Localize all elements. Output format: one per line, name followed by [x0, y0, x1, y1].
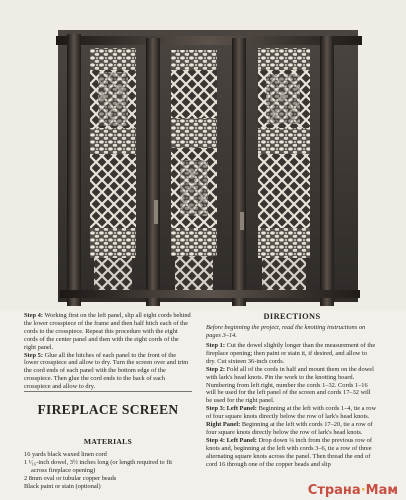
left-column-steps [24, 312, 192, 391]
macrame-panel-right [258, 48, 310, 292]
lower-crosspiece [60, 290, 360, 298]
step-label: Step 1: [206, 342, 225, 349]
watermark-text: Страна [307, 483, 361, 498]
directions-intro: Before beginning the project, read the knotting instructions on pages 3–14. [206, 324, 366, 339]
step-4-paragraph [24, 312, 192, 352]
step-text: Cut the dowel slightly longer than the measurement of the fireplace opening; then paint or stain it, if desired, and allow to dry. Cut sixteen 36-inch cords. [206, 342, 376, 365]
material-item: 1 ¹⁄₁₆-inch dowel, 3½ inches long (or length required to fit [24, 458, 172, 466]
directions-heading: DIRECTIONS [263, 312, 321, 321]
step-label: Step 4: Left Panel: [206, 436, 257, 444]
direction-step [206, 437, 378, 469]
step-label: Step 4: [24, 312, 43, 319]
materials-heading: MATERIALS [83, 437, 133, 446]
step-text: Drop down ¼ inch from the previous row of knots and, beginning at the left with cords 3–6, tie a row of three alternating square knots across the panel. Then thread the end of cord 16 through one of the copper beads and slip [206, 436, 372, 468]
material-item: Black paint or stain (optional) [24, 482, 101, 490]
frame-post [146, 38, 160, 306]
step-label: Step 2: [206, 365, 225, 373]
frame-post [320, 36, 334, 306]
step-label: Step 5: [24, 351, 43, 359]
step-text: Glue all the hitches of each panel to the front of the lower crosspiece and allow to dry. Turn the screen over and trim the cord ends of each panel with the bottom edge of the crosspiece. Then glue the cord ends to the back of each crosspiece and allow to dry. [24, 351, 189, 391]
materials-list [24, 451, 194, 491]
watermark-text: Мам [365, 483, 398, 498]
watermark-dot: · [360, 483, 366, 498]
direction-step [206, 405, 378, 437]
macrame-panel-left [90, 48, 136, 292]
step-text: Beginning at the left with cords 1–4, tie a row of four square knots directly below the row of lark's head knots. [206, 405, 377, 421]
step-text: Fold all of the cords in half and mount them on the dowel with lark's head knots. Pin the work to the knotting board. Numbering from left right, number the cords 1–32. Cords 1–16 will be used for the left panel of the screen and cords 17–32 will be used for the right panel. [206, 365, 374, 405]
step-label: Right Panel: [206, 421, 241, 429]
frame-post [232, 38, 246, 306]
directions-steps [206, 342, 378, 469]
frame-post [67, 34, 81, 306]
direction-step [206, 366, 378, 406]
material-item: 2 8mm oval or tubular copper beads [24, 474, 117, 482]
section-title: FIREPLACE SCREEN [24, 391, 192, 418]
step-text: Beginning at the left with cords 17–20, tie a row of four square knots directly below the row of lark's head knots. [206, 421, 373, 436]
material-item: 16 yards black waxed linen cord [24, 451, 107, 458]
step-text: Working first on the left panel, slip all eight cords behind the lower crosspiece of the frame and then half hitch each of the cords to the crosspiece. Repeat this procedure with the eight cords of the center panel and then with the eight cords of the right panel. [24, 312, 191, 351]
site-watermark [308, 483, 398, 498]
material-item-continued: across fireplace opening) [31, 466, 96, 474]
macrame-panel-center [171, 50, 217, 292]
step-5-paragraph [24, 352, 192, 392]
step-label: Step 3: Left Panel: [206, 405, 257, 413]
direction-step [206, 342, 378, 366]
